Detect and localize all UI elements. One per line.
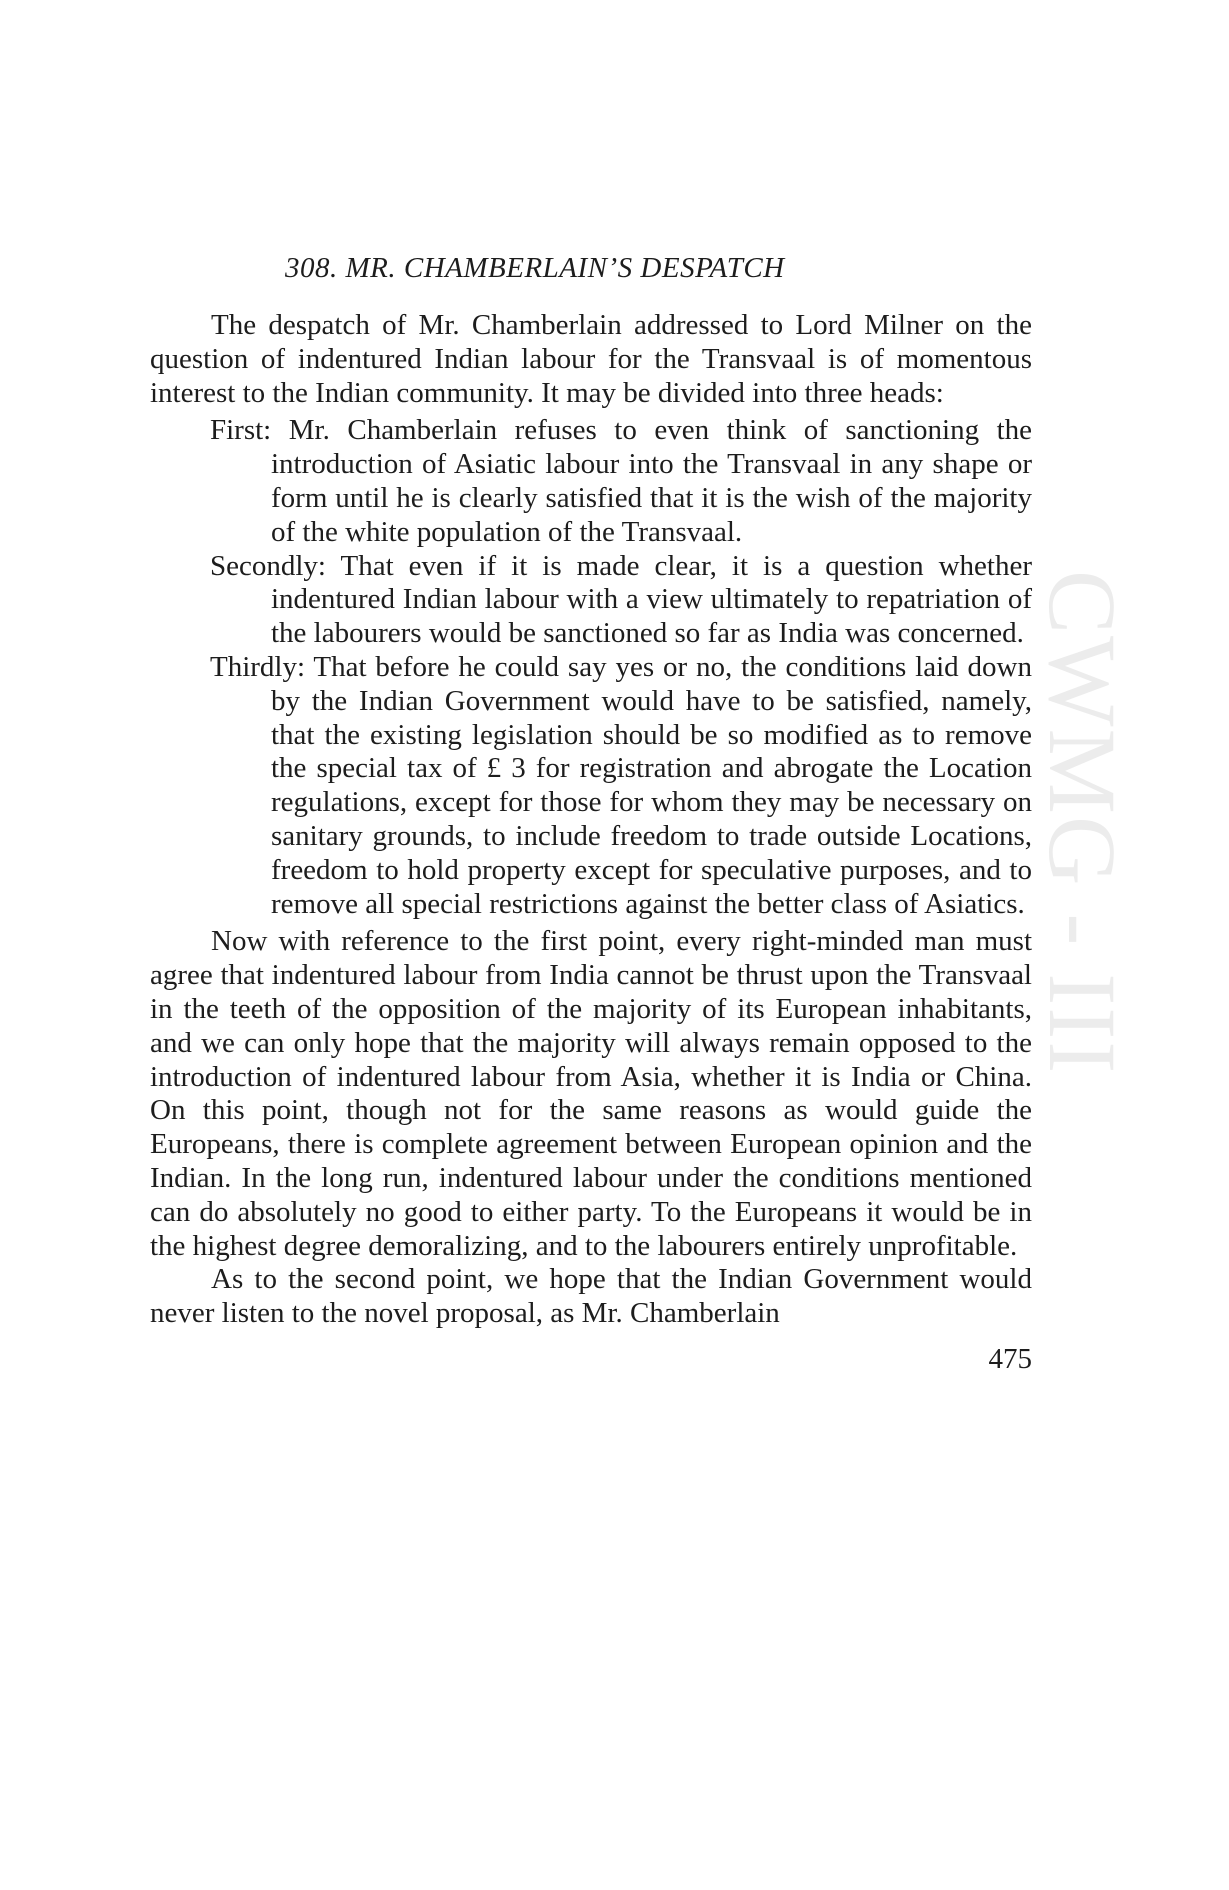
head-thirdly: Thirdly: That before he could say yes or no, the conditions laid down by the Indian Government would have to be satisfied, namely, that the existing legislation should be so modified as to remove the special tax of £ 3 for registration and abrogate the Location regulations, except for those for whom they may be necessary on sanitary grounds, to include freedom to trade outside Locations, freedom to hold property except for speculative purposes, and to remove all special restrictions against the better class of Asiatics. bbox=[210, 650, 1032, 920]
second-point-paragraph: As to the second point, we hope that the Indian Government would never listen to the novel proposal, as Mr. Chamberlain bbox=[150, 1263, 1032, 1330]
document-page bbox=[150, 252, 1032, 1376]
intro-paragraph: The despatch of Mr. Chamberlain addressed to Lord Milner on the question of indentured Indian labour for the Transvaal is of momentous interest to the Indian community. It may be divided into three heads: bbox=[150, 309, 1032, 409]
heads-list bbox=[150, 414, 1032, 921]
first-point-paragraph: Now with reference to the first point, every right-minded man must agree that indentured labour from India cannot be thrust upon the Transvaal in the teeth of the opposition of the majority of its European inhabitants, and we can only hope that the majority will always remain opposed to the introduction of indentured labour from Asia, whether it is India or China. On this point, though not for the same reasons as would guide the Europeans, there is complete agreement between European opinion and the Indian. In the long run, indentured labour under the conditions mentioned can do absolutely no good to either party. To the Europeans it would be in the highest degree demoralizing, and to the labourers entirely unprofitable. bbox=[150, 925, 1032, 1262]
head-first: First: Mr. Chamberlain refuses to even think of sanctioning the introduction of Asiatic labour into the Transvaal in any shape or form until he is clearly satisfied that it is the wish of the majority of the white population of the Transvaal. bbox=[210, 414, 1032, 548]
watermark: CWMG - III bbox=[1029, 570, 1136, 1076]
article-heading: 308. MR. CHAMBERLAIN’S DESPATCH bbox=[285, 252, 785, 284]
head-secondly: Secondly: That even if it is made clear, it is a question whether indentured Indian labour with a view ultimately to repatriation of the labourers would be sanctioned so far as India was concerned. bbox=[210, 549, 1032, 650]
page-number: 475 bbox=[988, 1342, 1032, 1375]
